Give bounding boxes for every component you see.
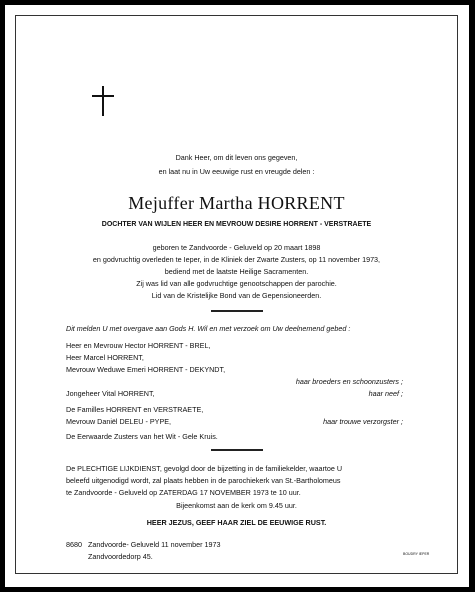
gathering-line: Bijeenkomst aan de kerk om 9.45 uur. (176, 501, 297, 510)
family-line-6: Mevrouw Daniël DELEU - PYPE, (66, 417, 172, 426)
family-line-2: Heer Marcel HORRENT, (66, 353, 144, 362)
printer-mark: BOUDRY IEPER (403, 552, 430, 556)
family-line-5: De Familles HORRENT en VERSTRAETE, (66, 405, 204, 414)
opening-line-2: en laat nu in Uw eeuwige rust en vreugde delen : (158, 167, 315, 176)
mourning-card (5, 5, 469, 587)
opening-line-1: Dank Heer, om dit leven ons gegeven, (175, 153, 298, 162)
family-line-4: Jongeheer Vital HORRENT, (66, 389, 155, 398)
parents-subtitle: DOCHTER VAN WIJLEN HEER EN MEVROUW DESIRE HORRENT - VERSTRAETE (101, 221, 372, 228)
sacraments-line: bediend met de laatste Heilige Sacramenten. (164, 267, 309, 276)
member-line: Zij was lid van alle godvruchtige genootschappen der parochie. (136, 279, 337, 288)
divider-1 (211, 310, 263, 312)
birth-line: geboren te Zandvoorde - Geluveld op 20 maart 1898 (152, 243, 321, 252)
service-line-1: De PLECHTIGE LIJKDIENST, gevolgd door de bijzetting in de familiekelder, waartoe U (66, 464, 343, 473)
prayer-line: HEER JEZUS, GEEF HAAR ZIEL DE EEUWIGE RUST. (146, 518, 327, 527)
union-line: Lid van de Kristelijke Bond van de Gepensioneerden. (151, 291, 322, 300)
relation-nephew: haar neef ; (368, 389, 403, 398)
cross-icon (92, 86, 114, 116)
family-line-3: Mevrouw Weduwe Emeri HORRENT - DEKYNDT, (66, 365, 226, 374)
service-line-3: te Zandvoorde - Geluveld op ZATERDAG 17 NOVEMBER 1973 te 10 uur. (66, 488, 301, 497)
postcode: 8680 (66, 540, 82, 549)
service-line-2: beleefd uitgenodigd wordt, zal plaats hebben in de parochiekerk van St.-Bartholomeus (66, 476, 341, 485)
address: Zandvoordedorp 45. (88, 552, 153, 561)
relation-brothers: haar broeders en schoonzusters ; (295, 377, 403, 386)
card-border (15, 15, 458, 574)
announcement: Dit melden U met overgave aan Gods H. Wil en met verzoek om Uw deelnemend gebed : (66, 324, 351, 333)
relation-caregiver: haar trouwe verzorgster ; (323, 417, 403, 426)
place-date: Zandvoorde- Geluveld 11 november 1973 (88, 540, 221, 549)
family-line-7: De Eerwaarde Zusters van het Wit - Gele Kruis. (66, 432, 218, 441)
death-line: en godvruchtig overleden te Ieper, in de Kliniek der Zwarte Zusters, op 11 november 1973, (92, 255, 381, 264)
deceased-name: Mejuffer Martha HORRENT (128, 193, 345, 213)
family-line-1: Heer en Mevrouw Hector HORRENT - BREL, (66, 341, 211, 350)
divider-2 (211, 449, 263, 451)
